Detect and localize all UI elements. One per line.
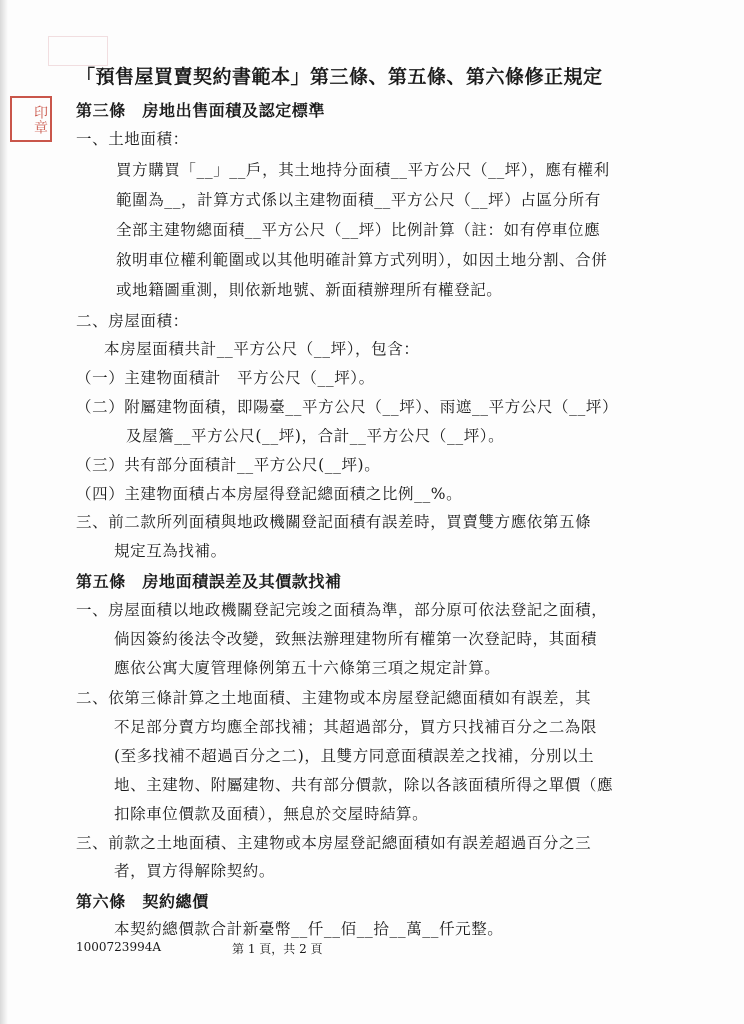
article-5-item-2-line-5: 扣除車位價款及面積），無息於交屋時結算。 — [114, 805, 429, 823]
article-3-heading: 第三條 房地出售面積及認定標準 — [76, 101, 326, 120]
article-5-item-3-line-1: 三、前款之土地面積、主建物或本房屋登記總面積如有誤差超過百分之三 — [76, 834, 592, 852]
article-6-heading: 第六條 契約總價 — [76, 892, 209, 911]
red-seal-stamp — [10, 96, 52, 142]
article-3-item-2-heading: 二、房屋面積： — [76, 312, 189, 330]
article-5-item-2-line-2: 不足部分賣方均應全部找補；其超過部分，買方只找補百分之二為限 — [114, 718, 598, 736]
article-5-item-1-line-2: 倘因簽約後法令改變，致無法辦理建物所有權第一次登記時，其面積 — [114, 630, 598, 648]
article-3-item-2-sub-2-cont: 及屋簷__平方公尺(__坪)，合計__平方公尺（__坪）。 — [126, 427, 505, 445]
article-3-item-1-heading: 一、土地面積： — [76, 130, 189, 148]
article-5-item-1-line-3: 應依公寓大廈管理條例第五十六條第三項之規定計算。 — [114, 659, 501, 677]
document-number: 1000723994A — [76, 940, 162, 954]
article-3-item-3-line-2: 規定互為找補。 — [114, 542, 227, 560]
article-5-item-2-line-3: (至多找補不超過百分之二)，且雙方同意面積誤差之找補，分別以土 — [114, 747, 595, 765]
article-5-item-1-line-1: 一、房屋面積以地政機關登記完竣之面積為準，部分原可依法登記之面積， — [76, 601, 608, 619]
article-3-item-2-sub-4: （四）主建物面積占本房屋得登記總面積之比例__%。 — [76, 485, 463, 503]
article-3-item-1-line-4: 敘明車位權利範圍或以其他明確計算方式列明），如因土地分割、合併 — [116, 251, 608, 269]
article-3-item-1-line-1: 買方購買「__」__戶，其土地持分面積__平方公尺（__坪），應有權利 — [116, 161, 610, 179]
scan-edge-shadow — [0, 0, 8, 1024]
document-title: 「預售屋買賣契約書範本」第三條、第五條、第六條修正規定 — [76, 66, 603, 88]
article-3-item-2-sub-1: （一）主建物面積計 平方公尺（__坪）。 — [76, 369, 375, 387]
article-3-item-2-sub-2: （二）附屬建物面積，即陽臺__平方公尺（__坪）、雨遮__平方公尺（__坪） — [76, 398, 619, 416]
article-3-item-2-intro: 本房屋面積共計__平方公尺（__坪），包含： — [104, 340, 420, 358]
article-5-item-2-line-4: 地、主建物、附屬建物、共有部分價款，除以各該面積所得之單價（應 — [114, 776, 614, 794]
article-5-heading: 第五條 房地面積誤差及其價款找補 — [76, 572, 342, 591]
article-3-item-1-line-2: 範圍為__，計算方式係以主建物面積__平方公尺（__坪）占區分所有 — [116, 191, 601, 209]
article-5-item-2-line-1: 二、依第三條計算之土地面積、主建物或本房屋登記總面積如有誤差，其 — [76, 689, 592, 707]
seal-text: 印章 — [32, 105, 48, 135]
article-5-item-3-line-2: 者，買方得解除契約。 — [114, 862, 276, 880]
article-3-item-2-sub-3: （三）共有部分面積計__平方公尺(__坪)。 — [76, 456, 381, 474]
article-3-item-1-line-3: 全部主建物總面積__平方公尺（__坪）比例計算（註：如有停車位應 — [116, 221, 601, 239]
article-6-line-1: 本契約總價款合計新臺幣__仟__佰__拾__萬__仟元整。 — [114, 920, 504, 938]
article-3-item-1-line-5: 或地籍圖重測，則依新地號、新面積辦理所有權登記。 — [116, 281, 503, 299]
page-indicator: 第 1 頁，共 2 頁 — [232, 942, 323, 956]
article-3-item-3-line-1: 三、前二款所列面積與地政機關登記面積有誤差時，買賣雙方應依第五條 — [76, 513, 592, 531]
